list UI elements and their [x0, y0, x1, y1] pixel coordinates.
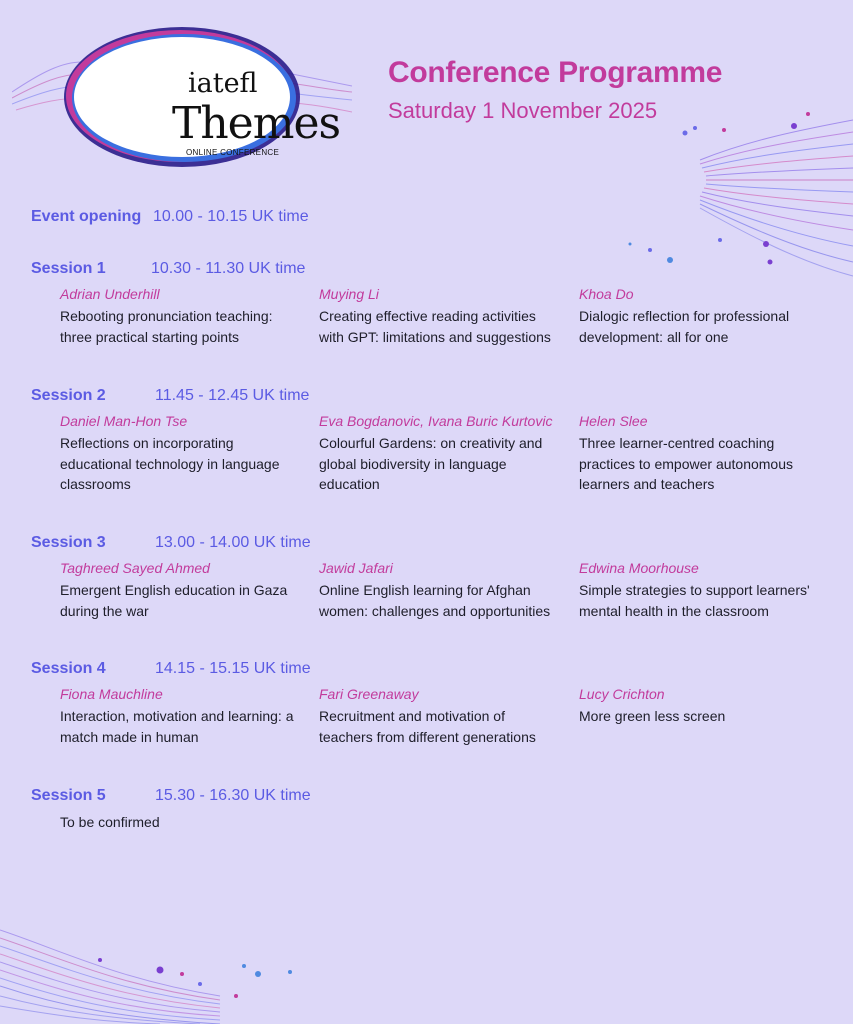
logo-brand: iatefl: [188, 68, 258, 99]
session-label: Session 2: [31, 387, 106, 404]
session-label: Session 3: [31, 534, 106, 551]
talk-title: Interaction, motivation and learning: a match made in human: [60, 708, 294, 745]
wave-decoration-bottom-left: [0, 900, 320, 1024]
talk-title: Creating effective reading activities with GPT: limitations and suggestions: [319, 308, 551, 345]
talk-title: Three learner-centred coaching practices to empower autonomous learners and teachers: [579, 435, 793, 492]
event-date: Saturday 1 November 2025: [388, 98, 658, 123]
talk-title: Colourful Gardens: on creativity and global biodiversity in language education: [319, 435, 543, 492]
session-label: Session 1: [31, 260, 106, 277]
talk-title: Dialogic reflection for professional development: all for one: [579, 308, 790, 345]
talk-title: Online English learning for Afghan women: challenges and opportunities: [319, 582, 551, 619]
session-label: Session 4: [31, 660, 106, 677]
speaker-name: Muying Li: [319, 286, 379, 302]
talk-title: Simple strategies to support learners' mental health in the classroom: [579, 582, 810, 619]
talk: [579, 684, 824, 727]
iatefl-themes-logo: [72, 22, 341, 172]
speaker-name: Fiona Mauchline: [60, 686, 163, 702]
session-time: 11.45 - 12.45 UK time: [155, 387, 310, 404]
talk-title: Rebooting pronunciation teaching: three practical starting points: [60, 308, 273, 345]
talk: [319, 284, 564, 347]
speaker-name: Jawid Jafari: [319, 560, 393, 576]
talk: [319, 558, 564, 621]
talk-title: Reflections on incorporating educational technology in language classrooms: [60, 435, 280, 492]
speaker-name: Lucy Crichton: [579, 686, 665, 702]
speaker-name: Taghreed Sayed Ahmed: [60, 560, 210, 576]
session-time: 14.15 - 15.15 UK time: [155, 660, 311, 677]
speaker-name: Khoa Do: [579, 286, 634, 302]
speaker-name: Fari Greenaway: [319, 686, 419, 702]
talk: [579, 284, 824, 347]
talk: [60, 684, 305, 747]
talk: [60, 284, 305, 347]
talk: [60, 812, 305, 833]
logo-ring-graphic: [12, 12, 352, 182]
logo-name: Themes: [172, 98, 341, 149]
page-title: Conference Programme: [388, 56, 723, 89]
speaker-name: Adrian Underhill: [60, 286, 160, 302]
speaker-name: Edwina Moorhouse: [579, 560, 699, 576]
talk: [60, 558, 300, 621]
speaker-name: Helen Slee: [579, 413, 648, 429]
wave-decoration-top-right: [620, 100, 853, 280]
talk-title: Emergent English education in Gaza during the war: [60, 582, 288, 619]
talk: [60, 411, 300, 495]
opening-time: 10.00 - 10.15 UK time: [153, 208, 309, 225]
session-time: 13.00 - 14.00 UK time: [155, 534, 311, 551]
logo-tagline: ONLINE CONFERENCE: [186, 148, 280, 157]
session-label: Session 5: [31, 787, 106, 804]
talk-title: More green less screen: [579, 708, 726, 724]
speaker-name: Daniel Man-Hon Tse: [60, 413, 188, 429]
talk: [319, 411, 559, 495]
session-time: 10.30 - 11.30 UK time: [151, 260, 306, 277]
talk-note: To be confirmed: [60, 814, 160, 830]
talk: [579, 411, 819, 495]
talk: [319, 684, 554, 747]
talk: [579, 558, 824, 621]
opening-label: Event opening: [31, 208, 142, 225]
talk-title: Recruitment and motivation of teachers from different generations: [319, 708, 536, 745]
session-time: 15.30 - 16.30 UK time: [155, 787, 311, 804]
speaker-name: Eva Bogdanovic, Ivana Buric Kurtovic: [319, 413, 553, 429]
